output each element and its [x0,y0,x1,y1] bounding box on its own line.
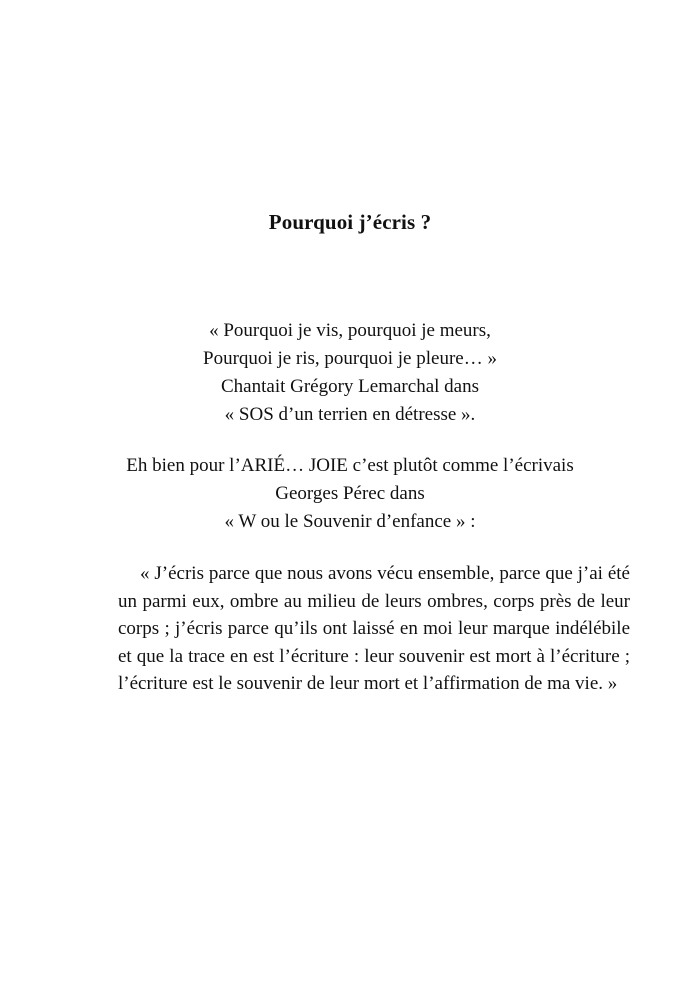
perec-quote: « J’écris parce que nous avons vécu ensemble, parce que j’ai été un parmi eux, ombre au milieu de leurs ombres, corps près de leur corps ; j’écris parce qu’ils ont laissé en moi leur marque indélébile et que la trace en est l’écriture : leur souvenir est mort à l’écriture ; l’écriture est le souvenir de leur mort et l’affirmation de ma vie. » [118,563,630,694]
verse-line: Pourquoi je ris, pourquoi je pleure… » [203,348,497,369]
intro-line: « W ou le Souvenir d’enfance » : [224,511,476,532]
verse-line: « Pourquoi je vis, pourquoi je meurs, [209,320,491,341]
song-verse [0,317,700,429]
verse-line: « SOS d’un terrien en détresse ». [224,404,476,425]
verse-line: Chantait Grégory Lemarchal dans [221,376,479,397]
intro-line: Georges Pérec dans [275,483,425,504]
intro-paragraph [0,452,700,536]
intro-line: Eh bien pour l’ARIÉ… JOIE c’est plutôt comme l’écrivais [126,455,574,476]
page-title: Pourquoi j’écris ? [268,210,432,234]
